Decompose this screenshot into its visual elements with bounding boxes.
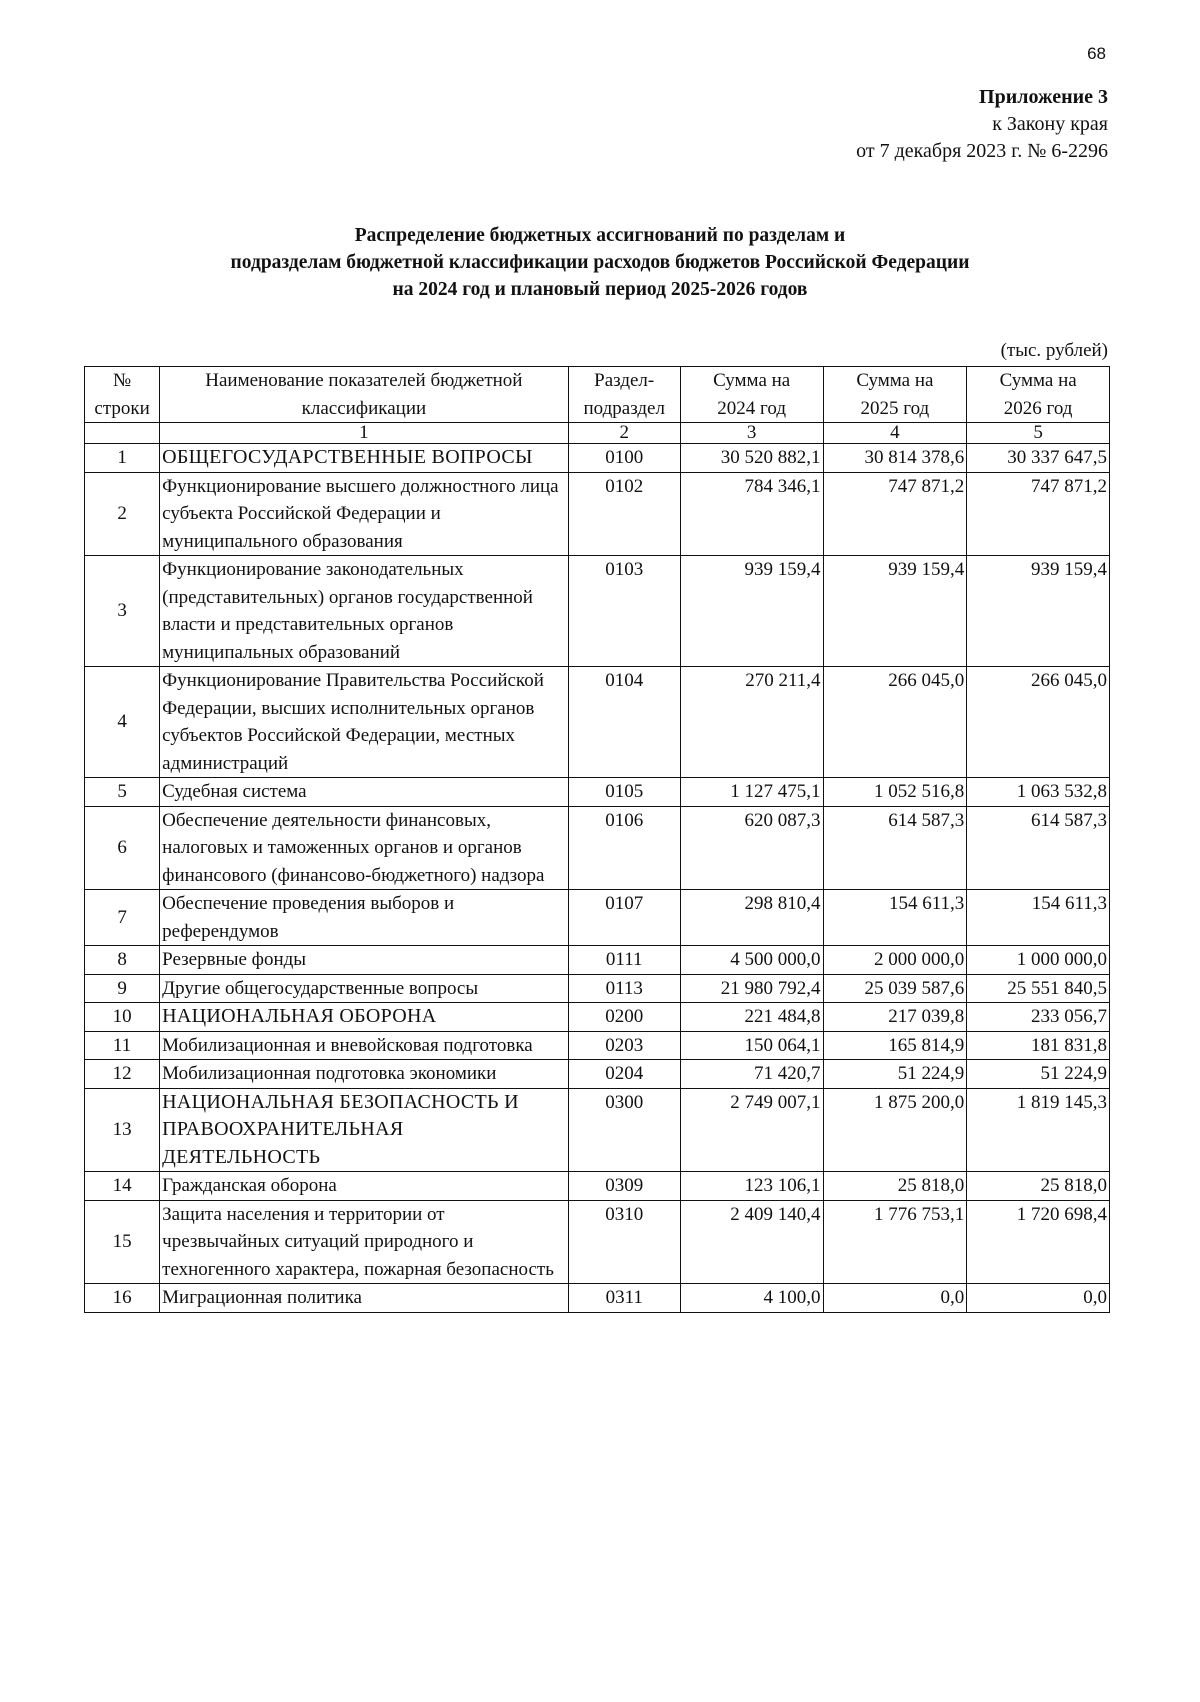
amount-2024-cell: 21 980 792,4 [680,974,823,1003]
amount-2025-cell: 0,0 [823,1284,967,1313]
header-indicator-name [160,367,568,423]
section-code-cell: 0203 [568,1031,680,1060]
amount-2026-cell: 51 224,9 [967,1060,1110,1089]
column-number: 3 [680,423,823,444]
table-row [85,806,1110,890]
document-title-line-2: подразделам бюджетной классификации расходов бюджетов Российской Федерации [230,252,970,273]
header-amount-2025-line-1: Сумма на [856,370,934,391]
amount-2024-cell: 1 127 475,1 [680,778,823,807]
indicator-name-cell: Мобилизационная и вневойсковая подготовка [160,1031,568,1060]
indicator-name-cell: Гражданская оборона [160,1172,568,1201]
row-number-cell: 4 [85,667,160,778]
row-number-cell: 12 [85,1060,160,1089]
amount-2026-cell: 1 720 698,4 [967,1200,1110,1284]
amount-2025-cell: 25 818,0 [823,1172,967,1201]
section-code-cell: 0300 [568,1088,680,1172]
amount-2025-cell: 1 052 516,8 [823,778,967,807]
header-row-number-line-2: строки [94,397,150,419]
units-label: (тыс. рублей) [1000,340,1108,361]
amount-2026-cell: 0,0 [967,1284,1110,1313]
table-row [85,1031,1110,1060]
amount-2024-cell: 939 159,4 [680,556,823,667]
appendix-block [856,84,1108,165]
table-row [85,1172,1110,1201]
header-amount-2026 [967,367,1110,423]
section-code-cell: 0106 [568,806,680,890]
amount-2024-cell: 71 420,7 [680,1060,823,1089]
table-row [85,472,1110,556]
indicator-name-cell: Обеспечение проведения выборов и референдумов [160,890,568,946]
row-number-cell: 2 [85,472,160,556]
row-number-cell: 1 [85,444,160,473]
column-number-row [85,423,1110,444]
header-amount-2025 [823,367,967,423]
document-title-line-3: на 2024 год и плановый период 2025-2026 годов [392,279,808,300]
amount-2026-cell: 30 337 647,5 [967,444,1110,473]
appendix-law-reference: к Закону края [992,113,1108,135]
document-title [0,222,1200,303]
amount-2025-cell: 51 224,9 [823,1060,967,1089]
table-body [85,423,1110,1313]
amount-2026-cell: 747 871,2 [967,472,1110,556]
table-row [85,1088,1110,1172]
appendix-law-date: от 7 декабря 2023 г. № 6-2296 [856,140,1108,162]
indicator-name-cell: НАЦИОНАЛЬНАЯ БЕЗОПАСНОСТЬ И ПРАВООХРАНИТЕЛЬНАЯ ДЕЯТЕЛЬНОСТЬ [160,1088,568,1172]
amount-2025-cell: 30 814 378,6 [823,444,967,473]
amount-2026-cell: 25 551 840,5 [967,974,1110,1003]
table-row [85,1003,1110,1032]
row-number-cell: 16 [85,1284,160,1313]
table-row [85,667,1110,778]
row-number-cell: 10 [85,1003,160,1032]
amount-2024-cell: 784 346,1 [680,472,823,556]
header-indicator-name-line-1: Наименование показателей бюджетной [205,370,523,391]
header-section-code-line-1: Раздел- [594,370,655,391]
header-amount-2024-line-2: 2024 год [717,397,786,419]
row-number-cell: 7 [85,890,160,946]
amount-2026-cell: 1 063 532,8 [967,778,1110,807]
amount-2024-cell: 123 106,1 [680,1172,823,1201]
table-row [85,946,1110,975]
amount-2025-cell: 165 814,9 [823,1031,967,1060]
column-number: 4 [823,423,967,444]
amount-2024-cell: 620 087,3 [680,806,823,890]
amount-2024-cell: 270 211,4 [680,667,823,778]
row-number-cell: 5 [85,778,160,807]
header-section-code-line-2: подраздел [583,397,665,419]
indicator-name-cell: Обеспечение деятельности финансовых, налоговых и таможенных органов и органов финансового (финансово-бюджетного) надзора [160,806,568,890]
row-number-cell: 9 [85,974,160,1003]
amount-2024-cell: 4 100,0 [680,1284,823,1313]
row-number-cell: 6 [85,806,160,890]
indicator-name-cell: Мобилизационная подготовка экономики [160,1060,568,1089]
indicator-name-cell: Другие общегосударственные вопросы [160,974,568,1003]
amount-2025-cell: 266 045,0 [823,667,967,778]
indicator-name-cell: Резервные фонды [160,946,568,975]
indicator-name-cell: Функционирование высшего должностного лица субъекта Российской Федерации и муниципального образования [160,472,568,556]
column-number: 5 [967,423,1110,444]
amount-2025-cell: 939 159,4 [823,556,967,667]
header-amount-2026-line-2: 2026 год [1003,397,1073,419]
document-title-line-1: Распределение бюджетных ассигнований по разделам и [354,225,846,246]
amount-2025-cell: 217 039,8 [823,1003,967,1032]
row-number-cell: 8 [85,946,160,975]
amount-2026-cell: 1 819 145,3 [967,1088,1110,1172]
amount-2024-cell: 150 064,1 [680,1031,823,1060]
column-number [85,423,160,444]
header-amount-2026-line-1: Сумма на [999,370,1077,391]
table-row [85,778,1110,807]
header-row-number-line-1: № [113,370,132,391]
table-row [85,1060,1110,1089]
amount-2025-cell: 25 039 587,6 [823,974,967,1003]
amount-2025-cell: 2 000 000,0 [823,946,967,975]
indicator-name-cell: Миграционная политика [160,1284,568,1313]
column-number: 2 [568,423,680,444]
table-header-row [85,367,1110,423]
amount-2026-cell: 1 000 000,0 [967,946,1110,975]
indicator-name-cell: НАЦИОНАЛЬНАЯ ОБОРОНА [160,1003,568,1032]
amount-2025-cell: 747 871,2 [823,472,967,556]
header-amount-2024 [680,367,823,423]
amount-2026-cell: 614 587,3 [967,806,1110,890]
row-number-cell: 13 [85,1088,160,1172]
amount-2025-cell: 154 611,3 [823,890,967,946]
header-section-code [568,367,680,423]
header-amount-2024-line-1: Сумма на [713,370,791,391]
row-number-cell: 11 [85,1031,160,1060]
section-code-cell: 0100 [568,444,680,473]
table-row [85,444,1110,473]
section-code-cell: 0310 [568,1200,680,1284]
section-code-cell: 0200 [568,1003,680,1032]
indicator-name-cell: Функционирование законодательных (представительных) органов государственной власти и представительных органов муниципальных образований [160,556,568,667]
amount-2026-cell: 25 818,0 [967,1172,1110,1201]
amount-2024-cell: 4 500 000,0 [680,946,823,975]
header-row-number [85,367,160,423]
table-row [85,890,1110,946]
column-number: 1 [160,423,568,444]
indicator-name-cell: Функционирование Правительства Российской Федерации, высших исполнительных органов субъектов Российской Федерации, местных администраций [160,667,568,778]
amount-2026-cell: 233 056,7 [967,1003,1110,1032]
amount-2025-cell: 1 776 753,1 [823,1200,967,1284]
row-number-cell: 3 [85,556,160,667]
amount-2025-cell: 614 587,3 [823,806,967,890]
amount-2024-cell: 298 810,4 [680,890,823,946]
section-code-cell: 0113 [568,974,680,1003]
table-row [85,1200,1110,1284]
amount-2024-cell: 2 749 007,1 [680,1088,823,1172]
amount-2024-cell: 2 409 140,4 [680,1200,823,1284]
header-indicator-name-line-2: классификации [301,397,427,419]
section-code-cell: 0111 [568,946,680,975]
section-code-cell: 0311 [568,1284,680,1313]
header-amount-2025-line-2: 2025 год [860,397,930,419]
amount-2026-cell: 181 831,8 [967,1031,1110,1060]
appendix-title: Приложение 3 [979,86,1108,108]
section-code-cell: 0204 [568,1060,680,1089]
amount-2026-cell: 154 611,3 [967,890,1110,946]
section-code-cell: 0103 [568,556,680,667]
indicator-name-cell: ОБЩЕГОСУДАРСТВЕННЫЕ ВОПРОСЫ [160,444,568,473]
table-row [85,974,1110,1003]
indicator-name-cell: Судебная система [160,778,568,807]
section-code-cell: 0104 [568,667,680,778]
amount-2026-cell: 939 159,4 [967,556,1110,667]
section-code-cell: 0107 [568,890,680,946]
section-code-cell: 0105 [568,778,680,807]
amount-2024-cell: 221 484,8 [680,1003,823,1032]
table-row [85,556,1110,667]
indicator-name-cell: Защита населения и территории от чрезвычайных ситуаций природного и техногенного характера, пожарная безопасность [160,1200,568,1284]
page-number: 68 [1087,44,1106,63]
section-code-cell: 0309 [568,1172,680,1201]
section-code-cell: 0102 [568,472,680,556]
amount-2024-cell: 30 520 882,1 [680,444,823,473]
table-row [85,1284,1110,1313]
row-number-cell: 14 [85,1172,160,1201]
amount-2025-cell: 1 875 200,0 [823,1088,967,1172]
amount-2026-cell: 266 045,0 [967,667,1110,778]
budget-allocation-table [84,366,1110,1313]
row-number-cell: 15 [85,1200,160,1284]
